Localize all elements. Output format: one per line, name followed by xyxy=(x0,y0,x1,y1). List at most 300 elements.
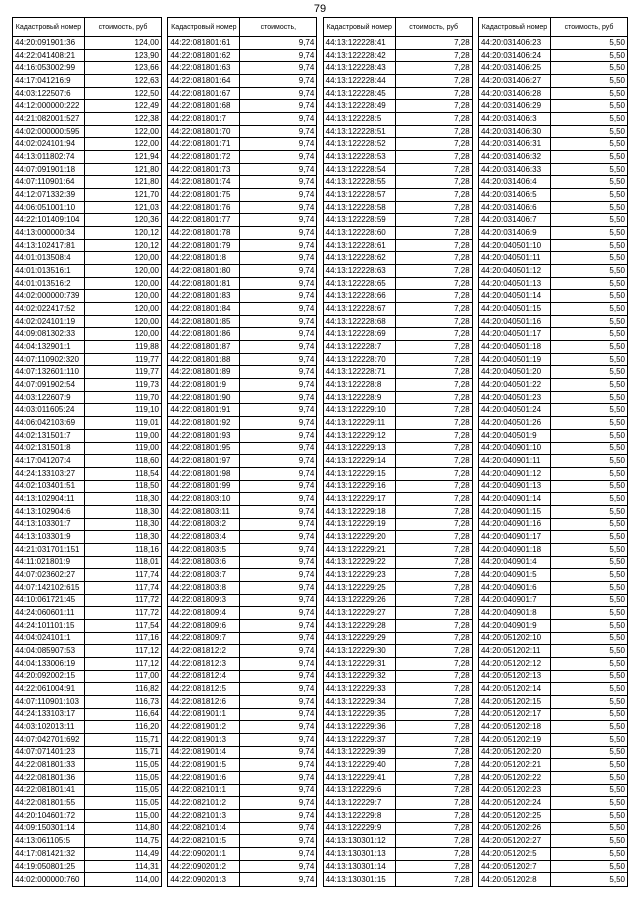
cadastral-number-cell: 44:22:081809:3 xyxy=(168,594,240,607)
cadastral-number-cell: 44:20:051202:18 xyxy=(478,721,550,734)
cadastral-table xyxy=(323,17,473,887)
table-row xyxy=(13,379,162,392)
cost-cell: 9,74 xyxy=(240,417,317,430)
cadastral-number-cell: 44:20:040501:10 xyxy=(478,239,550,252)
cadastral-number-cell: 44:20:040901:14 xyxy=(478,493,550,506)
cost-cell: 9,74 xyxy=(240,75,317,88)
cadastral-number-cell: 44:20:051202:26 xyxy=(478,822,550,835)
cost-cell: 9,74 xyxy=(240,201,317,214)
cost-cell: 121,80 xyxy=(85,176,162,189)
cadastral-number-cell: 44:13:103301:9 xyxy=(13,531,85,544)
cost-cell: 5,50 xyxy=(550,189,627,202)
cost-cell: 5,50 xyxy=(550,366,627,379)
table-row xyxy=(323,848,472,861)
cadastral-number-cell: 44:20:031406:24 xyxy=(478,49,550,62)
cost-cell: 122,49 xyxy=(85,100,162,113)
table-row xyxy=(478,290,627,303)
table-row xyxy=(478,771,627,784)
table-row xyxy=(168,809,317,822)
cost-cell: 119,70 xyxy=(85,391,162,404)
table-row xyxy=(13,467,162,480)
table-row xyxy=(13,353,162,366)
cadastral-number-cell: 44:13:122228:49 xyxy=(323,100,395,113)
cost-cell: 7,28 xyxy=(395,657,472,670)
table-row xyxy=(478,303,627,316)
cost-cell: 5,50 xyxy=(550,860,627,873)
table-row xyxy=(478,442,627,455)
table-row xyxy=(478,708,627,721)
cost-cell: 5,50 xyxy=(550,252,627,265)
table-row xyxy=(13,62,162,75)
table-row xyxy=(168,480,317,493)
table-row xyxy=(13,100,162,113)
cost-cell: 7,28 xyxy=(395,100,472,113)
cost-cell: 7,28 xyxy=(395,746,472,759)
cost-cell: 7,28 xyxy=(395,189,472,202)
table-row xyxy=(478,632,627,645)
cadastral-number-cell: 44:20:040501:12 xyxy=(478,265,550,278)
cadastral-number-cell: 44:22:081801:91 xyxy=(168,404,240,417)
table-row xyxy=(323,619,472,632)
column-header-cost: стоимость, руб xyxy=(395,18,472,37)
cost-cell: 9,74 xyxy=(240,797,317,810)
cadastral-number-cell: 44:22:081801:63 xyxy=(168,62,240,75)
cadastral-number-cell: 44:13:122228:51 xyxy=(323,125,395,138)
cost-cell: 7,28 xyxy=(395,151,472,164)
table-row xyxy=(478,455,627,468)
cost-cell: 120,00 xyxy=(85,252,162,265)
cadastral-number-cell: 44:22:081801:41 xyxy=(13,784,85,797)
table-row xyxy=(478,746,627,759)
table-row xyxy=(478,277,627,290)
cost-cell: 9,74 xyxy=(240,809,317,822)
cadastral-number-cell: 44:07:132601:110 xyxy=(13,366,85,379)
table-row xyxy=(168,822,317,835)
table-row xyxy=(478,581,627,594)
cost-cell: 5,50 xyxy=(550,594,627,607)
table-row xyxy=(13,391,162,404)
table-row xyxy=(478,670,627,683)
table-row xyxy=(168,125,317,138)
table-row xyxy=(13,645,162,658)
cadastral-number-cell: 44:22:081803:10 xyxy=(168,493,240,506)
cost-cell: 9,74 xyxy=(240,657,317,670)
table-row xyxy=(323,632,472,645)
cadastral-number-cell: 44:04:085907:53 xyxy=(13,645,85,658)
table-row xyxy=(13,581,162,594)
cost-cell: 7,28 xyxy=(395,733,472,746)
table-row xyxy=(323,37,472,50)
cadastral-number-cell: 44:20:031406:33 xyxy=(478,163,550,176)
table-row xyxy=(168,391,317,404)
table-row xyxy=(323,151,472,164)
cadastral-number-cell: 44:22:081901:4 xyxy=(168,746,240,759)
cost-cell: 5,50 xyxy=(550,62,627,75)
cost-cell: 7,28 xyxy=(395,138,472,151)
cost-cell: 7,28 xyxy=(395,176,472,189)
cadastral-number-cell: 44:20:051202:11 xyxy=(478,645,550,658)
cadastral-number-cell: 44:22:082101:1 xyxy=(168,784,240,797)
cadastral-number-cell: 44:20:040501:26 xyxy=(478,417,550,430)
cadastral-number-cell: 44:13:130301:12 xyxy=(323,835,395,848)
table-row xyxy=(323,227,472,240)
cost-cell: 116,82 xyxy=(85,683,162,696)
table-row xyxy=(168,62,317,75)
cost-cell: 7,28 xyxy=(395,721,472,734)
table-row xyxy=(168,835,317,848)
table-row xyxy=(478,733,627,746)
cadastral-number-cell: 44:20:051202:13 xyxy=(478,670,550,683)
cadastral-number-cell: 44:22:082101:3 xyxy=(168,809,240,822)
table-row xyxy=(168,531,317,544)
cost-cell: 9,74 xyxy=(240,87,317,100)
cost-cell: 122,00 xyxy=(85,138,162,151)
cost-cell: 9,74 xyxy=(240,404,317,417)
cadastral-number-cell: 44:20:031406:4 xyxy=(478,176,550,189)
table-row xyxy=(168,467,317,480)
table-row xyxy=(478,822,627,835)
table-row xyxy=(168,797,317,810)
cadastral-number-cell: 44:22:081801:71 xyxy=(168,138,240,151)
table-row xyxy=(13,214,162,227)
cost-cell: 9,74 xyxy=(240,379,317,392)
cadastral-number-cell: 44:13:130301:14 xyxy=(323,860,395,873)
cadastral-number-cell: 44:13:122228:63 xyxy=(323,265,395,278)
cost-cell: 122,50 xyxy=(85,87,162,100)
table-row xyxy=(323,201,472,214)
cadastral-number-cell: 44:07:042701:692 xyxy=(13,733,85,746)
cadastral-number-cell: 44:13:122229:20 xyxy=(323,531,395,544)
cost-cell: 7,28 xyxy=(395,277,472,290)
cost-cell: 7,28 xyxy=(395,581,472,594)
table-row xyxy=(168,683,317,696)
cost-cell: 5,50 xyxy=(550,315,627,328)
cost-cell: 7,28 xyxy=(395,429,472,442)
cost-cell: 7,28 xyxy=(395,607,472,620)
table-row xyxy=(323,480,472,493)
cadastral-number-cell: 44:20:040901:11 xyxy=(478,455,550,468)
cadastral-number-cell: 44:04:024101:1 xyxy=(13,632,85,645)
table-row xyxy=(478,366,627,379)
cadastral-number-cell: 44:07:142102:615 xyxy=(13,581,85,594)
cost-cell: 119,01 xyxy=(85,417,162,430)
table-row xyxy=(13,87,162,100)
table-row xyxy=(323,708,472,721)
cost-cell: 7,28 xyxy=(395,404,472,417)
cost-cell: 9,74 xyxy=(240,556,317,569)
cadastral-number-cell: 44:22:081801:90 xyxy=(168,391,240,404)
cost-cell: 5,50 xyxy=(550,809,627,822)
table-row xyxy=(13,75,162,88)
cost-cell: 7,28 xyxy=(395,227,472,240)
cadastral-number-cell: 44:22:081901:6 xyxy=(168,771,240,784)
table-row xyxy=(13,531,162,544)
cadastral-number-cell: 44:20:031406:3 xyxy=(478,113,550,126)
cost-cell: 9,74 xyxy=(240,670,317,683)
cadastral-number-cell: 44:22:081803:5 xyxy=(168,543,240,556)
cost-cell: 9,74 xyxy=(240,581,317,594)
table-row xyxy=(323,138,472,151)
cost-cell: 119,00 xyxy=(85,442,162,455)
cadastral-number-cell: 44:22:101409:104 xyxy=(13,214,85,227)
cost-cell: 115,05 xyxy=(85,784,162,797)
cost-cell: 115,00 xyxy=(85,809,162,822)
cost-cell: 5,50 xyxy=(550,100,627,113)
table-row xyxy=(13,721,162,734)
cost-cell: 120,36 xyxy=(85,214,162,227)
table-row xyxy=(478,75,627,88)
cadastral-number-cell: 44:03:102013:11 xyxy=(13,721,85,734)
cost-cell: 7,28 xyxy=(395,49,472,62)
cost-cell: 9,74 xyxy=(240,442,317,455)
table-row xyxy=(168,771,317,784)
table-row xyxy=(478,100,627,113)
cadastral-number-cell: 44:20:051202:20 xyxy=(478,746,550,759)
table-row xyxy=(478,784,627,797)
cadastral-number-cell: 44:20:040501:24 xyxy=(478,404,550,417)
cost-cell: 9,74 xyxy=(240,176,317,189)
cadastral-number-cell: 44:20:051202:15 xyxy=(478,695,550,708)
cost-cell: 9,74 xyxy=(240,480,317,493)
cadastral-table xyxy=(167,17,317,887)
cost-cell: 5,50 xyxy=(550,417,627,430)
table-row xyxy=(323,733,472,746)
cost-cell: 5,50 xyxy=(550,163,627,176)
cost-cell: 9,74 xyxy=(240,645,317,658)
cost-cell: 7,28 xyxy=(395,37,472,50)
table-row xyxy=(13,429,162,442)
cadastral-number-cell: 44:22:081801:77 xyxy=(168,214,240,227)
cost-cell: 115,05 xyxy=(85,771,162,784)
table-row xyxy=(323,721,472,734)
cadastral-number-cell: 44:22:081801:68 xyxy=(168,100,240,113)
cadastral-number-cell: 44:24:060601:11 xyxy=(13,607,85,620)
table-row xyxy=(168,721,317,734)
table-row xyxy=(323,341,472,354)
cost-cell: 121,03 xyxy=(85,201,162,214)
cadastral-number-cell: 44:20:040901:18 xyxy=(478,543,550,556)
cadastral-number-cell: 44:13:122228:65 xyxy=(323,277,395,290)
table-row xyxy=(478,62,627,75)
cost-cell: 121,80 xyxy=(85,163,162,176)
cadastral-number-cell: 44:13:122229:37 xyxy=(323,733,395,746)
cadastral-number-cell: 44:22:081801:74 xyxy=(168,176,240,189)
cadastral-number-cell: 44:13:122228:8 xyxy=(323,379,395,392)
table-row xyxy=(168,429,317,442)
cost-cell: 9,74 xyxy=(240,391,317,404)
table-row xyxy=(13,265,162,278)
cost-cell: 9,74 xyxy=(240,759,317,772)
cadastral-number-cell: 44:22:081801:61 xyxy=(168,37,240,50)
cost-cell: 9,74 xyxy=(240,303,317,316)
cost-cell: 5,50 xyxy=(550,505,627,518)
cadastral-number-cell: 44:13:122228:53 xyxy=(323,151,395,164)
cadastral-number-cell: 44:20:104601:72 xyxy=(13,809,85,822)
table-row xyxy=(168,163,317,176)
table-row xyxy=(323,860,472,873)
column-header-cost: стоимость, руб xyxy=(550,18,627,37)
cadastral-number-cell: 44:06:051001:10 xyxy=(13,201,85,214)
cadastral-number-cell: 44:04:133006:19 xyxy=(13,657,85,670)
cadastral-number-cell: 44:20:040901:7 xyxy=(478,594,550,607)
table-row xyxy=(478,163,627,176)
cost-cell: 5,50 xyxy=(550,493,627,506)
cost-cell: 118,30 xyxy=(85,493,162,506)
cost-cell: 5,50 xyxy=(550,480,627,493)
cadastral-number-cell: 44:20:031406:25 xyxy=(478,62,550,75)
cost-cell: 117,74 xyxy=(85,569,162,582)
table-row xyxy=(13,695,162,708)
table-row xyxy=(13,518,162,531)
table-row xyxy=(478,657,627,670)
table-row xyxy=(478,493,627,506)
cost-cell: 5,50 xyxy=(550,822,627,835)
table-row xyxy=(13,277,162,290)
cadastral-number-cell: 44:02:103401:51 xyxy=(13,480,85,493)
cadastral-number-cell: 44:13:122229:11 xyxy=(323,417,395,430)
cadastral-number-cell: 44:17:041216:9 xyxy=(13,75,85,88)
table-row xyxy=(478,125,627,138)
cost-cell: 7,28 xyxy=(395,214,472,227)
cost-cell: 9,74 xyxy=(240,695,317,708)
table-row xyxy=(478,607,627,620)
cadastral-number-cell: 44:22:081801:85 xyxy=(168,315,240,328)
cadastral-number-cell: 44:20:031406:27 xyxy=(478,75,550,88)
cadastral-number-cell: 44:22:081801:62 xyxy=(168,49,240,62)
cadastral-number-cell: 44:13:122228:68 xyxy=(323,315,395,328)
cost-cell: 7,28 xyxy=(395,809,472,822)
cost-cell: 9,74 xyxy=(240,265,317,278)
cost-cell: 9,74 xyxy=(240,746,317,759)
cost-cell: 5,50 xyxy=(550,201,627,214)
cadastral-number-cell: 44:22:081801:87 xyxy=(168,341,240,354)
cadastral-number-cell: 44:20:040901:6 xyxy=(478,581,550,594)
table-row xyxy=(323,87,472,100)
cost-cell: 7,28 xyxy=(395,113,472,126)
cost-cell: 7,28 xyxy=(395,848,472,861)
table-row xyxy=(168,138,317,151)
cadastral-number-cell: 44:13:122228:58 xyxy=(323,201,395,214)
cost-cell: 5,50 xyxy=(550,873,627,887)
cadastral-number-cell: 44:22:082101:4 xyxy=(168,822,240,835)
cost-cell: 123,90 xyxy=(85,49,162,62)
table-row xyxy=(323,176,472,189)
table-row xyxy=(168,366,317,379)
cost-cell: 7,28 xyxy=(395,442,472,455)
cadastral-number-cell: 44:22:082101:5 xyxy=(168,835,240,848)
table-row xyxy=(478,467,627,480)
cost-cell: 7,28 xyxy=(395,290,472,303)
cadastral-number-cell: 44:22:081801:80 xyxy=(168,265,240,278)
table-row xyxy=(323,290,472,303)
cost-cell: 118,54 xyxy=(85,467,162,480)
cadastral-number-cell: 44:20:051202:25 xyxy=(478,809,550,822)
table-row xyxy=(323,353,472,366)
cadastral-number-cell: 44:22:081801:76 xyxy=(168,201,240,214)
table-row xyxy=(13,809,162,822)
cost-cell: 9,74 xyxy=(240,455,317,468)
cost-cell: 7,28 xyxy=(395,784,472,797)
table-row xyxy=(13,113,162,126)
cost-cell: 123,66 xyxy=(85,62,162,75)
cost-cell: 7,28 xyxy=(395,569,472,582)
cadastral-number-cell: 44:22:081801:79 xyxy=(168,239,240,252)
cadastral-number-cell: 44:22:081801:88 xyxy=(168,353,240,366)
cadastral-number-cell: 44:20:031406:5 xyxy=(478,189,550,202)
table-row xyxy=(13,860,162,873)
cost-cell: 7,28 xyxy=(395,708,472,721)
table-row xyxy=(478,569,627,582)
table-row xyxy=(168,657,317,670)
cost-cell: 9,74 xyxy=(240,822,317,835)
cadastral-number-cell: 44:20:051202:5 xyxy=(478,848,550,861)
table-row xyxy=(323,759,472,772)
cadastral-number-cell: 44:22:081803:4 xyxy=(168,531,240,544)
table-row xyxy=(168,518,317,531)
table-row xyxy=(478,797,627,810)
cost-cell: 7,28 xyxy=(395,252,472,265)
cost-cell: 5,50 xyxy=(550,138,627,151)
cost-cell: 9,74 xyxy=(240,252,317,265)
table-row xyxy=(168,607,317,620)
cost-cell: 7,28 xyxy=(395,467,472,480)
table-row xyxy=(168,873,317,887)
cadastral-number-cell: 44:13:122229:12 xyxy=(323,429,395,442)
cadastral-number-cell: 44:22:081803:7 xyxy=(168,569,240,582)
cost-cell: 5,50 xyxy=(550,797,627,810)
cadastral-number-cell: 44:13:122229:40 xyxy=(323,759,395,772)
cost-cell: 7,28 xyxy=(395,594,472,607)
cost-cell: 117,72 xyxy=(85,607,162,620)
cadastral-number-cell: 44:22:081803:2 xyxy=(168,518,240,531)
table-row xyxy=(168,87,317,100)
cost-cell: 5,50 xyxy=(550,848,627,861)
cost-cell: 117,54 xyxy=(85,619,162,632)
cost-cell: 5,50 xyxy=(550,746,627,759)
cost-cell: 122,38 xyxy=(85,113,162,126)
cadastral-number-cell: 44:22:081801:67 xyxy=(168,87,240,100)
table-row xyxy=(168,100,317,113)
table-row xyxy=(478,848,627,861)
table-row xyxy=(323,455,472,468)
cadastral-number-cell: 44:20:040501:15 xyxy=(478,303,550,316)
cadastral-number-cell: 44:07:023602:27 xyxy=(13,569,85,582)
table-row xyxy=(168,645,317,658)
cadastral-number-cell: 44:13:122229:39 xyxy=(323,746,395,759)
cadastral-number-cell: 44:20:031406:28 xyxy=(478,87,550,100)
cadastral-number-cell: 44:20:040501:13 xyxy=(478,277,550,290)
cadastral-number-cell: 44:12:000000:222 xyxy=(13,100,85,113)
cost-cell: 9,74 xyxy=(240,771,317,784)
cadastral-number-cell: 44:22:081803:6 xyxy=(168,556,240,569)
cadastral-number-cell: 44:13:122229:27 xyxy=(323,607,395,620)
table-row xyxy=(13,366,162,379)
cost-cell: 119,77 xyxy=(85,353,162,366)
cadastral-number-cell: 44:22:090201:3 xyxy=(168,873,240,887)
table-row xyxy=(168,341,317,354)
cost-cell: 7,28 xyxy=(395,695,472,708)
cadastral-number-cell: 44:02:131501:8 xyxy=(13,442,85,455)
cadastral-number-cell: 44:13:122228:62 xyxy=(323,252,395,265)
cost-cell: 5,50 xyxy=(550,569,627,582)
cost-cell: 9,74 xyxy=(240,315,317,328)
table-row xyxy=(13,873,162,887)
cadastral-number-cell: 44:06:042103:69 xyxy=(13,417,85,430)
cadastral-number-cell: 44:09:081302:33 xyxy=(13,328,85,341)
cadastral-number-cell: 44:22:081801:83 xyxy=(168,290,240,303)
cost-cell: 118,50 xyxy=(85,480,162,493)
cost-cell: 9,74 xyxy=(240,531,317,544)
